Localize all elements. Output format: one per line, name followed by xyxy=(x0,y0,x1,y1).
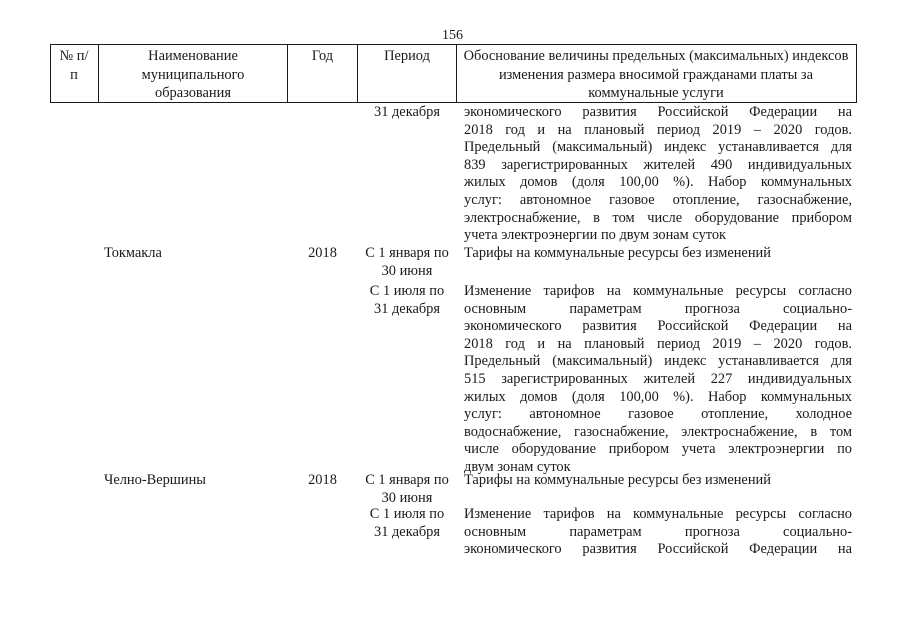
header-divider xyxy=(50,44,51,103)
basis-line: двум зонам суток xyxy=(464,458,571,475)
basis-line: услуг: автономное газовое отопление, газоснабжение, xyxy=(464,191,852,208)
row-year: 2018 xyxy=(308,472,337,488)
row-period-first-half: С 1 января по 30 июня xyxy=(365,472,449,506)
header-divider xyxy=(856,44,857,103)
basis-line: 2018 год и на плановый период 2019 – 2020 годов. xyxy=(464,335,852,352)
basis-line: экономического развития Российской Федерации на xyxy=(464,318,852,335)
row-year: 2018 xyxy=(308,245,337,261)
basis-line: основным параметрам прогноза социально- xyxy=(464,523,852,540)
basis-line: 839 зарегистрированных жителей 490 индивидуальных xyxy=(464,156,852,173)
basis-line: числе оборудование прибором учета электроэнергии по xyxy=(464,441,852,458)
basis-line: Предельный (максимальный) индекс устанавливается для xyxy=(464,139,852,156)
header-top-border xyxy=(50,44,857,45)
basis-line: Изменение тарифов на коммунальные ресурсы согласно xyxy=(464,506,852,522)
basis-line: жилых домов (доля 100,00 %). Набор коммунальных xyxy=(464,174,852,191)
row-period-first-half: С 1 января по 30 июня xyxy=(365,245,449,279)
row-basis-first-half: Тарифы на коммунальные ресурсы без изменений xyxy=(464,245,771,261)
page-number: 156 xyxy=(442,28,463,43)
header-divider xyxy=(456,44,457,103)
row-period-second-half: С 1 июля по 31 декабря xyxy=(369,506,445,540)
continued-basis xyxy=(464,104,852,245)
row-basis-second-half xyxy=(464,506,852,559)
header-divider xyxy=(98,44,99,103)
header-municipality: Наименование муниципального образования xyxy=(141,48,245,101)
row-period-second-half: С 1 июля по 31 декабря xyxy=(369,283,445,317)
basis-line: экономического развития Российской Федерации на xyxy=(464,104,852,120)
basis-line: услуг: автономное газовое отопление, холодное xyxy=(464,406,852,423)
basis-line: 515 зарегистрированных жителей 227 индивидуальных xyxy=(464,370,852,387)
row-basis-first-half: Тарифы на коммунальные ресурсы без изменений xyxy=(464,472,771,488)
basis-line: учета электроэнергии по двум зонам суток xyxy=(464,227,727,244)
header-year: Год xyxy=(311,48,334,64)
continued-period: 31 декабря xyxy=(374,104,440,120)
basis-line: основным параметрам прогноза социально- xyxy=(464,300,852,317)
header-number: № п/п xyxy=(59,48,89,83)
header-period: Период xyxy=(384,48,430,64)
municipality-name: Токмакла xyxy=(104,245,162,261)
basis-line: 2018 год и на плановый период 2019 – 2020 годов. xyxy=(464,121,852,138)
header-basis: Обоснование величины предельных (максимальных) индексов изменения размера вносимой гражданами платы за коммунальные услуги xyxy=(463,48,849,101)
basis-line: экономического развития Российской Федерации на xyxy=(464,541,852,558)
basis-line: электроснабжение, в том числе оборудование прибором xyxy=(464,209,852,226)
basis-line: жилых домов (доля 100,00 %). Набор коммунальных xyxy=(464,388,852,405)
basis-line: Изменение тарифов на коммунальные ресурсы согласно xyxy=(464,283,852,299)
municipality-name: Челно-Вершины xyxy=(104,472,206,488)
basis-line: Предельный (максимальный) индекс устанавливается для xyxy=(464,353,852,370)
basis-line: водоснабжение, газоснабжение, электроснабжение, в том xyxy=(464,423,852,440)
row-basis-second-half xyxy=(464,283,852,477)
